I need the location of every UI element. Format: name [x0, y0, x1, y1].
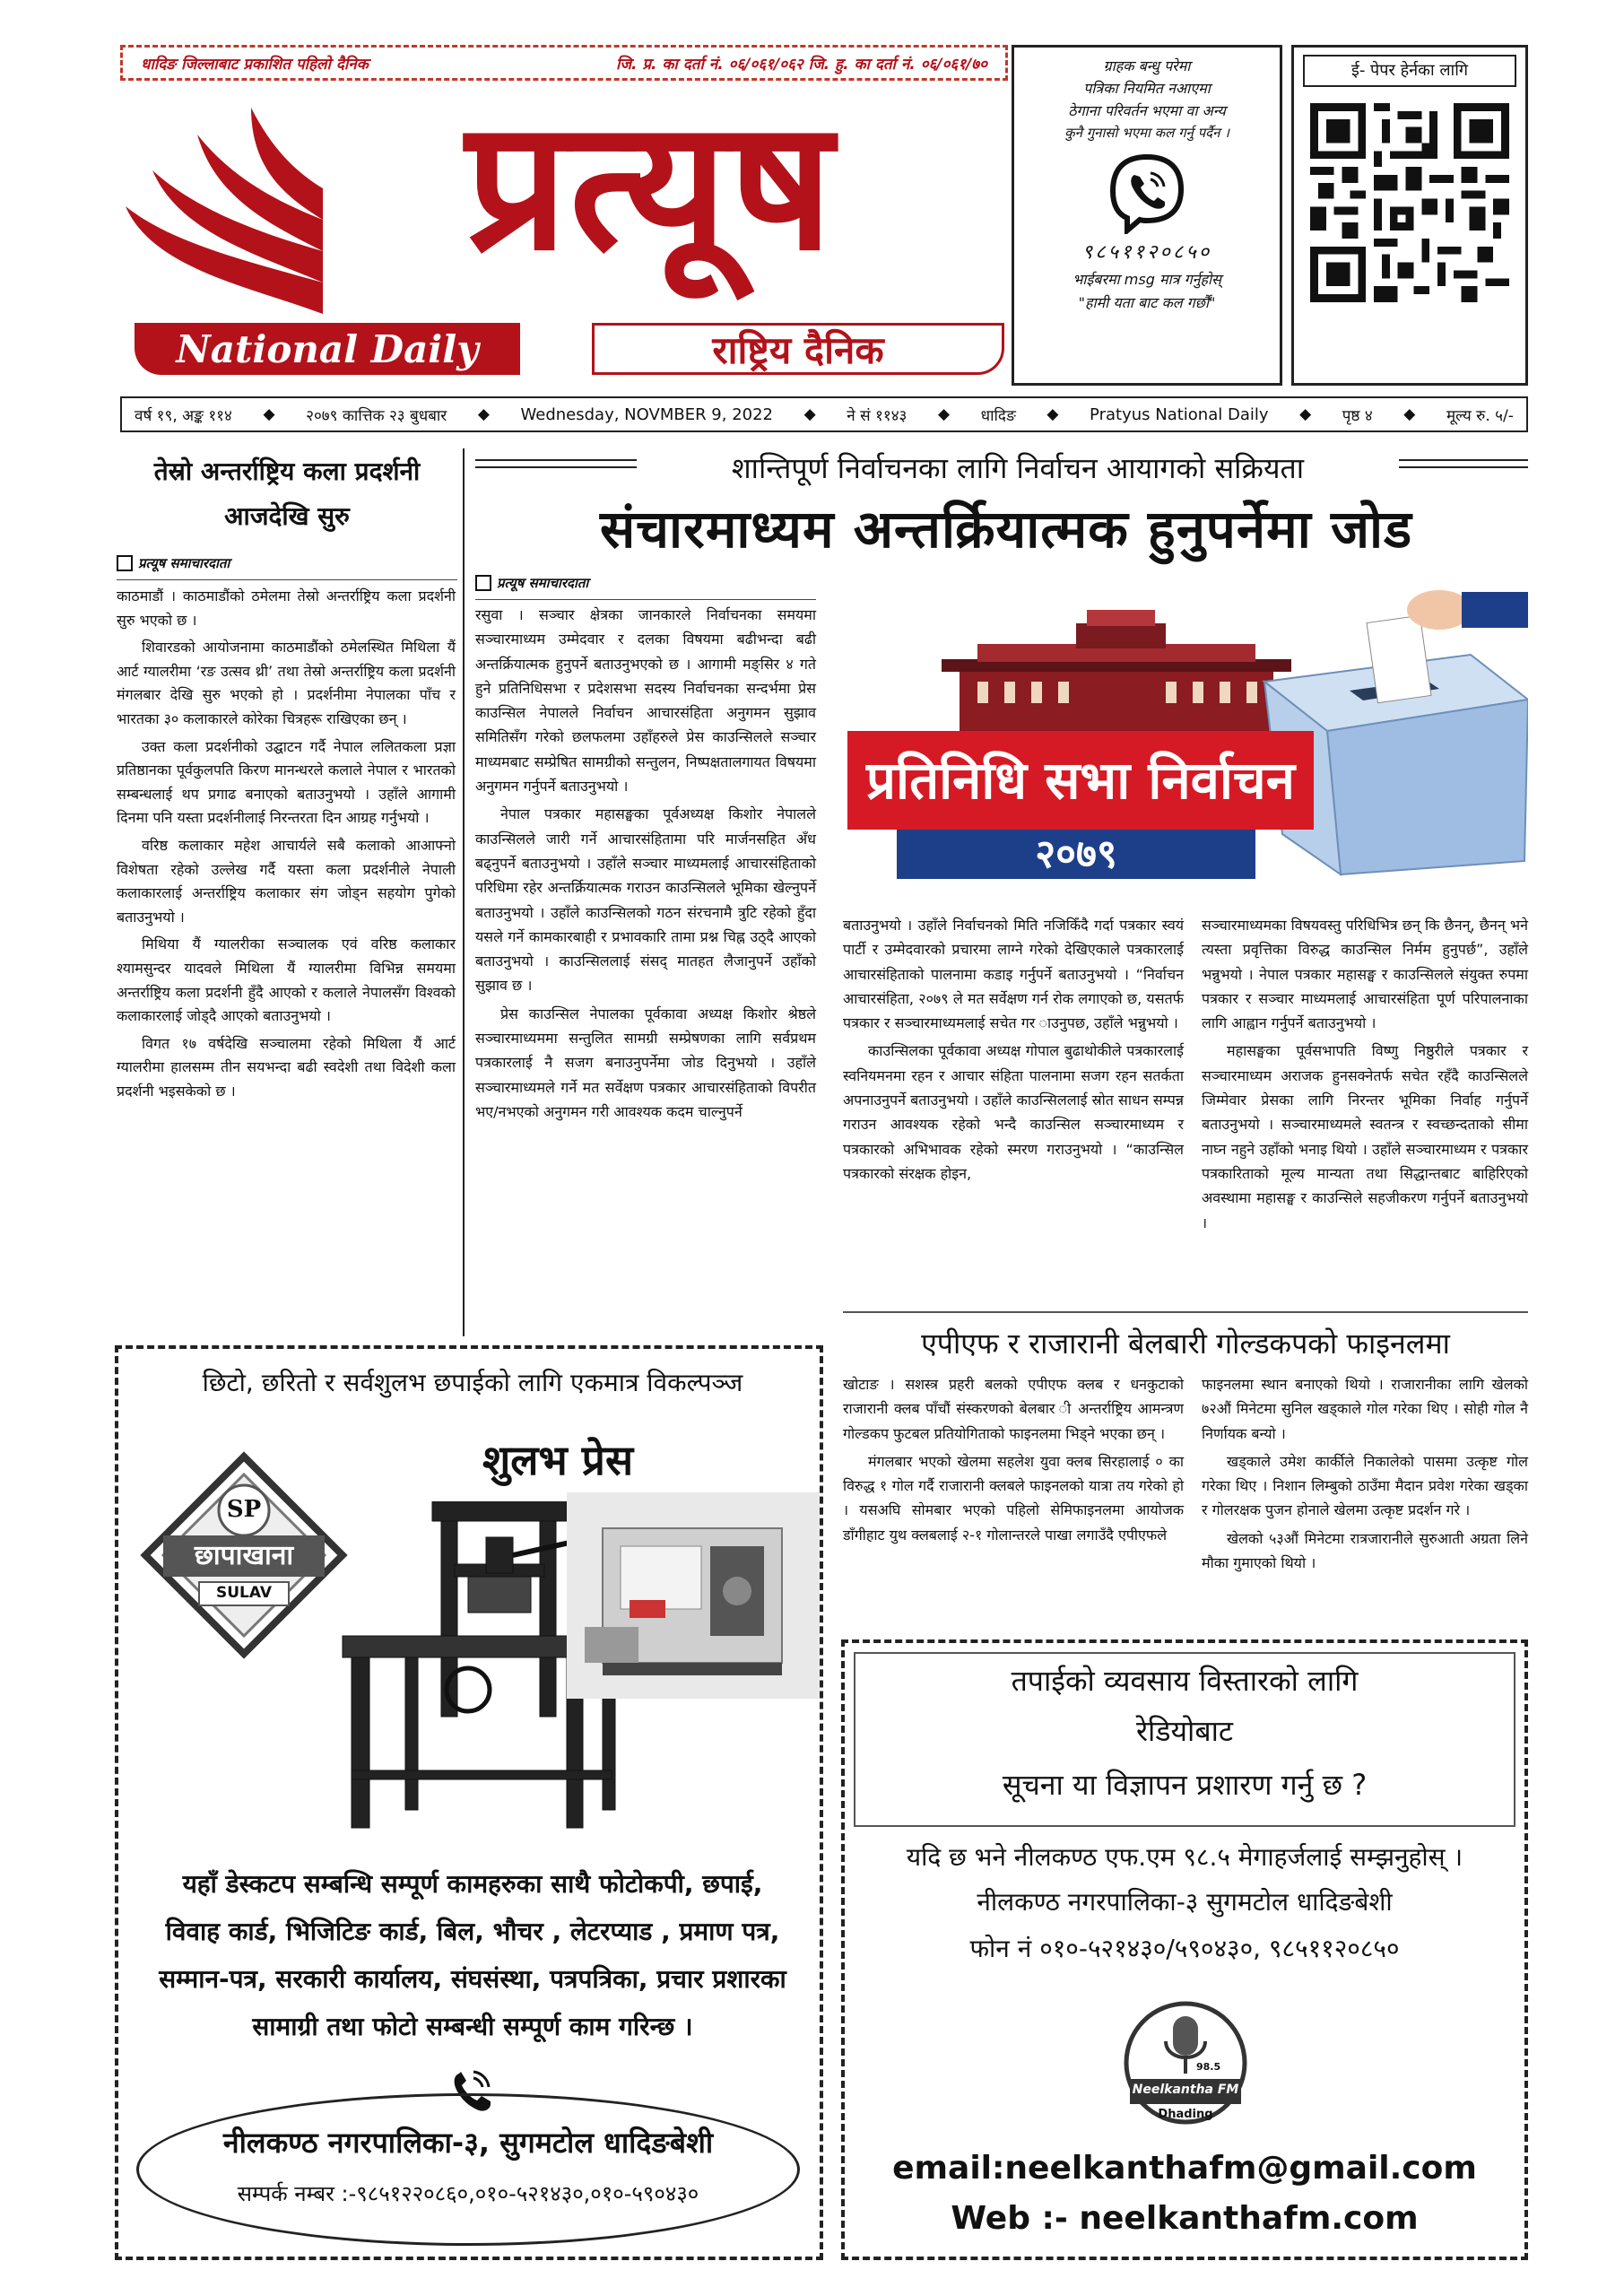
- press-address-oval: [136, 2093, 800, 2246]
- election-banner-title: प्रतिनिधि सभा निर्वाचन: [866, 750, 1295, 811]
- page-number: पृष्ठ ४: [1342, 406, 1373, 425]
- radio-line-1: तपाईको व्यवसाय विस्तारको लागि: [1011, 1664, 1359, 1698]
- paragraph: शिवारडको आयोजनामा काठमाडौंको ठमेलस्थित मिथिला यैं आर्ट ग्यालरीमा ‘रङ उत्सव थ्री’ तथा तेस्रो अन्तर्राष्ट्रिय कला प्रदर्शनी मंगलबार देखि सुरु भएको हो । प्रदर्शनीमा नेपालका पाँच र भारतका ३० कलाकारले कोरेका चित्रहरू राखिएका छन् ।: [117, 639, 456, 727]
- paragraph: काउन्सिलका पूर्वकावा अध्यक्ष गोपाल बुढाथोकीले पत्रकारलाई स्वनियमनमा रहन र आचार संहिता पालनामा सजग रहन सतर्कता अपनाउनुपर्ने बताउनुभयो । उहाँले काउन्सिललाई स्रोत साधन सम्पन्न गराउन आवश्यक रहेको भन्दै काउन्सिल सञ्चारमाध्यम र पत्रकारको अभिभावक रहेको स्मरण गराउनुभयो । “काउन्सिल पत्रकारको संरक्षक होइन,: [843, 1042, 1184, 1182]
- press-name: शुलभ प्रेस: [482, 1436, 634, 1484]
- paragraph: खोटाङ । सशस्त्र प्रहरी बलको एपीएफ क्लब र धनकुटाको राजारानी क्लब पाँचौं संस्करणको बेलबार ी अन्तर्राष्ट्रिय आमन्त्रण गोल्डकप फुटबल प्रतियोगिताको फाइनलमा भिड्ने भएका छन् ।: [843, 1376, 1184, 1442]
- paragraph: काठमाडौं । काठमाडौंको ठमेलमा तेस्रो अन्तर्राष्ट्रिय कला प्रदर्शनी सुरु भएको छ ।: [117, 587, 456, 629]
- offset-machine-image: [567, 1492, 820, 1699]
- left-headline-1: तेस्रो अन्तर्राष्ट्रिय कला प्रदर्शनी: [153, 457, 421, 486]
- main-byline: [475, 574, 588, 592]
- english-date: Wednesday, NOVMBER 9, 2022: [520, 404, 774, 424]
- logo-text: छापाखाना: [194, 1540, 294, 1571]
- paper-name: Pratyus National Daily: [1090, 404, 1269, 424]
- nepal-sambat: ने सं ११४३: [847, 406, 908, 425]
- paragraph: मिथिया यैं ग्यालरीका सञ्चालक एवं वरिष्ठ कलाकार श्यामसुन्दर यादवले मिथिला यैं ग्यालरीमा विभिन्न समयमा अन्तर्राष्ट्रिय कला प्रदर्शनी हुँदै आएको र कलाले नेपालसँग विश्वको कलाकारलाई जोड्दै आएको बताउनुभयो ।: [117, 935, 456, 1025]
- newspaper-title: प्रत्यूष: [465, 80, 835, 291]
- press-slogan: छिटो, छरितो र सर्वशुलभ छपाईको लागि एकमात्र विकल्पञ्ज: [202, 1368, 743, 1397]
- paragraph: सञ्चारमाध्यमका विषयवस्तु परिधिभित्र छन् कि छैनन्, छैनन् भने त्यस्ता प्रवृत्तिका विरुद्ध काउन्सिल निर्मम हुनुपर्छ”, उहाँले भन्नुभयो । नेपाल पत्रकार महासङ्घ र काउन्सिलले संयुक्त रुपमा पत्रकार र सञ्चार माध्यमलाई आचारसंहिता पूर्ण परिपालनाका लागि आह्वान गर्नुपर्ने बताउनुभयो ।: [1202, 917, 1528, 1032]
- press-address: नीलकण्ठ नगरपालिका-३, सुगमटोल धादिङबेशी: [222, 2126, 714, 2160]
- viber-note: भाईबरमा msg मात्र गर्नुहोस्: [1073, 271, 1221, 288]
- radio-line-4: यदि छ भने नीलकण्ठ एफ.एम ९८.५ मेगाहर्जलाई सम्झनुहोस् ।: [906, 1842, 1463, 1872]
- epaper-label: ई- पेपर हेर्नका लागि: [1303, 55, 1516, 87]
- notice-line: ग्राहक बन्धु परेमा: [1103, 57, 1191, 74]
- logo-place: Dhading: [1158, 2108, 1213, 2121]
- sports-col2: [1202, 1372, 1528, 1578]
- parliament-building-icon: [942, 610, 1291, 731]
- neelkantha-fm-logo: [1114, 1998, 1257, 2133]
- radio-line-6: फोन नं ०१०-५२१४३०/५९०४३०, ९८५११२०८५०: [969, 1934, 1400, 1963]
- price: मूल्य रु. ५/-: [1446, 406, 1514, 425]
- paragraph: फाइनलमा स्थान बनाएको थियो । राजारानीका लागि खेलको ७२औं मिनेटमा सुनिल खड्काले गोल गरेका थिए । सोही गोल नै निर्णायक बन्यो ।: [1202, 1376, 1528, 1442]
- left-byline-text: प्रत्यूष समाचारदाता: [138, 555, 230, 571]
- qr-code-icon[interactable]: [1310, 103, 1509, 302]
- paragraph: महासङ्घका पूर्वसभापति विष्णु निष्ठुरीले पत्रकार र सञ्चारमाध्यम अराजक हुनसक्नेतर्फ सचेत रहँदै काउन्सिलले जिम्मेवार प्रेसका लागि निरन्तर भूमिका निर्वाह गर्नुपर्ने बताउनुभयो । सञ्चारमाध्यमले स्वतन्त्र र स्वच्छन्दताको सीमा नाघ्न नहुने उहाँको भनाइ थियो । उहाँले सञ्चारमाध्यम र पत्रकार पत्रकारिताको मूल्य मान्यता तथा सिद्धान्तबाट बाहिरिएको अवस्थामा महासङ्घ र काउन्सिले सहजीकरण गर्नुपर्ने बताउनुभयो ।: [1202, 1042, 1528, 1231]
- byline-box-icon: [117, 555, 133, 571]
- left-article-body: [117, 585, 456, 1107]
- viber-quote: "हामी यता बाट कल गर्छौं": [1078, 294, 1216, 311]
- radio-line-5: नीलकण्ठ नगरपालिका-३ सुगमटोल धादिङबेशी: [977, 1887, 1393, 1917]
- main-byline-text: प्रत्यूष समाचारदाता: [497, 575, 589, 591]
- registration-number: जि. प्र. का दर्ता नं. ०६/०६१/०६२ जि. हु. का दर्ता नं. ०६/०६१/७०: [615, 55, 987, 74]
- paragraph: मंगलबार भएको खेलमा सहलेश युवा क्लब सिरहालाई ० का विरुद्ध १ गोल गर्दै राजारानी क्लबले फाइनलको यात्रा तय गरेको हो । यसअघि सोमबार भएको पहिलो सेमिफाइनलमा आयोजक डाँगीहाट युथ क्लबलाई २-१ गोलान्तरले पाखा लगाउँदै एपीएफले: [843, 1452, 1184, 1544]
- notice-line: ठेगाना परिवर्तन भएमा वा अन्य: [1068, 102, 1226, 119]
- paragraph: बताउनुभयो । उहाँले निर्वाचनको मिति नजिकिँदै गर्दा पत्रकार स्वयं पार्टी र उम्मेदवारको प्रचारमा लाग्ने गरेको देखिएकाले पत्रकारलाई आचारसंहिताको पालनामा कडाइ गर्नुपर्ने बताउनुभयो । “निर्वाचन आचारसंहिता, २०७९ ले मत सर्वेक्षण गर्न रोक लगाएको छ, यसतर्फ पत्रकार र सञ्चारमाध्यमलाई सचेत गर ाउनुपछ, उहाँले भन्नुभयो ।: [843, 917, 1184, 1032]
- sports-headline: एपीएफ र राजारानी बेलबारी गोल्डकपको फाइनलमा: [921, 1326, 1450, 1361]
- sports-col1: [843, 1372, 1184, 1551]
- paragraph: वरिष्ठ कलाकार महेश आचार्यले सबै कलाको आआफ्नो विशेषता रहेको उल्लेख गर्दै यस्ता कला प्रदर्शनीले नेपाली कलाकारलाई अन्तर्राष्ट्रिय कलाकार संग जोड्न सहयोग पुगेको बताउनुभयो ।: [117, 836, 456, 926]
- paragraph: खेलको ५३औं मिनेटमा रात्रजारानीले सुरुआती अग्रता लिने मौका गुमाएको थियो ।: [1202, 1529, 1528, 1572]
- left-headline-2: आजदेखि सुरु: [224, 501, 350, 531]
- main-kicker: शान्तिपूर्ण निर्वाचनका लागि निर्वाचन आयागको सक्रियता: [731, 451, 1305, 485]
- main-article-col3: [1202, 913, 1528, 1239]
- radio-line-2: रेडियोबाट: [1135, 1714, 1234, 1748]
- radio-email[interactable]: email:neelkanthafm@gmail.com: [892, 2150, 1477, 2187]
- left-byline: [117, 554, 230, 572]
- radio-ad-header: [854, 1652, 1515, 1827]
- nepali-date: २०७९ कात्तिक २३ बुधबार: [306, 406, 447, 425]
- nepali-subtitle-bar: [592, 323, 1004, 375]
- english-subtitle: National Daily: [176, 326, 479, 371]
- epaper-box: [1291, 45, 1528, 386]
- main-headline: संचारमाध्यम अन्तर्क्रियात्मक हुनुपर्नेमा जोड: [599, 499, 1413, 560]
- subscriber-notice: [1012, 45, 1282, 386]
- notice-line: पत्रिका नियमित नआएमा: [1083, 80, 1211, 97]
- location: धादिङ: [980, 406, 1016, 425]
- registration-strip: [120, 45, 1008, 81]
- logo-frequency: 98.5: [1196, 2061, 1221, 2073]
- sulav-press-ad: [115, 1345, 823, 2260]
- press-services: यहाँ डेस्कटप सम्बन्धि सम्पूर्ण कामहरुका साथै फोटोकपी, छपाई, विवाह कार्ड, भिजिटिङ कार्ड, बिल, भौचर , लेटरप्याड , प्रमाण पत्र, सम्मान-पत्र, सरकारी कार्यालय, संघसंस्था, पत्रपत्रिका, प्रचार प्रशारका सामाग्री तथा फोटो सम्बन्धी सम्पूर्ण काम गरिन्छ ।: [159, 1869, 786, 2041]
- sulav-logo: [136, 1448, 352, 1663]
- election-year: २०७९: [1035, 831, 1117, 877]
- logo-initials: SP: [226, 1496, 262, 1523]
- paragraph: नेपाल पत्रकार महासङ्घका पूर्वअध्यक्ष किशोर नेपालले काउन्सिलले जारी गर्ने आचारसंहितामा परि मार्जनसहित अँध बढ्नुपर्ने बताउनुभयो । उहाँले सञ्चार माध्यमलाई आचारसंहिताको परिधिमा रहेर अन्तर्क्रियात्मक गराउन काउन्सिलले भूमिका खेल्नुपर्ने बताउनुभयो । उहाँले काउन्सिलको गठन संरचनामै त्रुटि रहेको हुँदा यसले गर्ने कामकारबाही र प्रभावकारि तामा प्रश्न चिह्न उठ्दै आएको बताउनुभयो । काउन्सिललाई संसद् मातहत लैजानुपर्ने उहाँको सुझाव छ ।: [475, 805, 816, 995]
- radio-website[interactable]: Web :- neelkanthafm.com: [951, 2200, 1419, 2237]
- notice-line: कुनै गुनासो भएमा कल गर्नु पर्दैन ।: [1064, 125, 1229, 141]
- logo-station-name: Neelkantha FM: [1132, 2083, 1239, 2097]
- paragraph: प्रेस काउन्सिल नेपालका पूर्वकावा अध्यक्ष किशोर श्रेष्ठले सञ्चारमाध्यममा सन्तुलित सामग्री सम्प्रेषणका लागि सर्वप्रथम पत्रकारलाई नै सजग बनाउनुपर्नेमा जोड दिनुभयो । उहाँले सञ्चारमाध्यमले गर्ने मत सर्वेक्षण पत्रकार आचारसंहिताको विपरीत भए/नभएको अनुगमन गरी आवश्यक कदम चाल्नुपर्ने: [475, 1004, 816, 1120]
- volume-issue: वर्ष १९, अङ्क ११४: [135, 406, 232, 425]
- tagline-left: धादिङ जिल्लाबाट प्रकाशित पहिलो दैनिक: [141, 55, 369, 74]
- main-article-col2: [843, 913, 1184, 1189]
- dateline-bar: वर्ष १९, अङ्क ११४ ◆ २०७९ कात्तिक २३ बुधबार ◆ Wednesday, NOVMBER 9, 2022 ◆ ने सं ११४३ ◆ धादिङ ◆ Pratyus National Daily ◆ पृष्ठ ४ ◆ मूल्य रु. ५/-: [120, 396, 1528, 432]
- paragraph: उक्त कला प्रदर्शनीको उद्घाटन गर्दै नेपाल ललितकला प्रज्ञा प्रतिष्ठानका पूर्वकुलपति किरण मानन्धरले कलाले नेपाल र भारतको सम्बन्धलाई थप प्रगाढ बनाएको बताउनुभयो । उहाँले आगामी दिनमा पनि यस्ता प्रदर्शनीलाई निरन्तरता दिन आग्रह गर्नुभयो ।: [117, 737, 456, 827]
- viber-phone: ९८५११२०८५०: [1081, 241, 1212, 264]
- radio-line-3: सूचना या विज्ञापन प्रशारण गर्नु छ ?: [1002, 1768, 1368, 1802]
- press-contact: सम्पर्क नम्बर :-९८५१२२०८६०,०१०-५२१४३०,०१०-५९०४३०: [237, 2181, 699, 2206]
- byline-box-icon: [475, 575, 491, 591]
- nepali-subtitle: राष्ट्रिय दैनिक: [712, 327, 884, 372]
- paragraph: विगत १७ वर्षदेखि सञ्चालमा रहेको मिथिला यैं आर्ट ग्यालरीमा हालसम्म तीन सयभन्दा बढी स्वदेशी तथा विदेशी कला प्रदर्शनी भइसकेको छ ।: [117, 1034, 456, 1100]
- neelkantha-fm-ad: [841, 1639, 1528, 2260]
- paragraph: खड्काले उमेश कार्कीले निकालेको पासमा उत्कृष्ट गोल गरेका थिए । निशान लिम्बुको ठाउँमा मैदान प्रवेश गरेका खड्का र गोलरक्षक पुजन होनाले खेलमा उत्कृष्ट प्रदर्शन गरे ।: [1202, 1452, 1528, 1519]
- paragraph: रसुवा । सञ्चार क्षेत्रका जानकारले निर्वाचनका समयमा सञ्चारमाध्यम उम्मेदवार र दलका विषयमा बढीभन्दा बढी अन्तर्क्रियात्मक हुनुपर्ने बताउनुभएको छ । आगामी मङ्सिर ४ गते हुने प्रतिनिधिसभा र प्रदेशसभा सदस्य निर्वाचनका सन्दर्भमा प्रेस काउन्सिल नेपालले निर्वाचन आचारसंहिता अनुगमन सुझाव समितिसँग गरेको छलफलमा उहाँहरुले प्रेस काउन्सिलले सञ्चार माध्यमबाट सम्प्रेषित सामग्रीको सन्तुलन, निष्पक्षतालगायत विषयमा अनुगमन गर्नुपर्ने बताउनुभयो ।: [475, 606, 816, 796]
- main-article-col1: [475, 603, 816, 1127]
- logo-sub: SULAV: [215, 1584, 273, 1602]
- viber-icon: [1106, 152, 1188, 234]
- english-subtitle-bar: [135, 323, 520, 375]
- election-graphic: [843, 574, 1528, 879]
